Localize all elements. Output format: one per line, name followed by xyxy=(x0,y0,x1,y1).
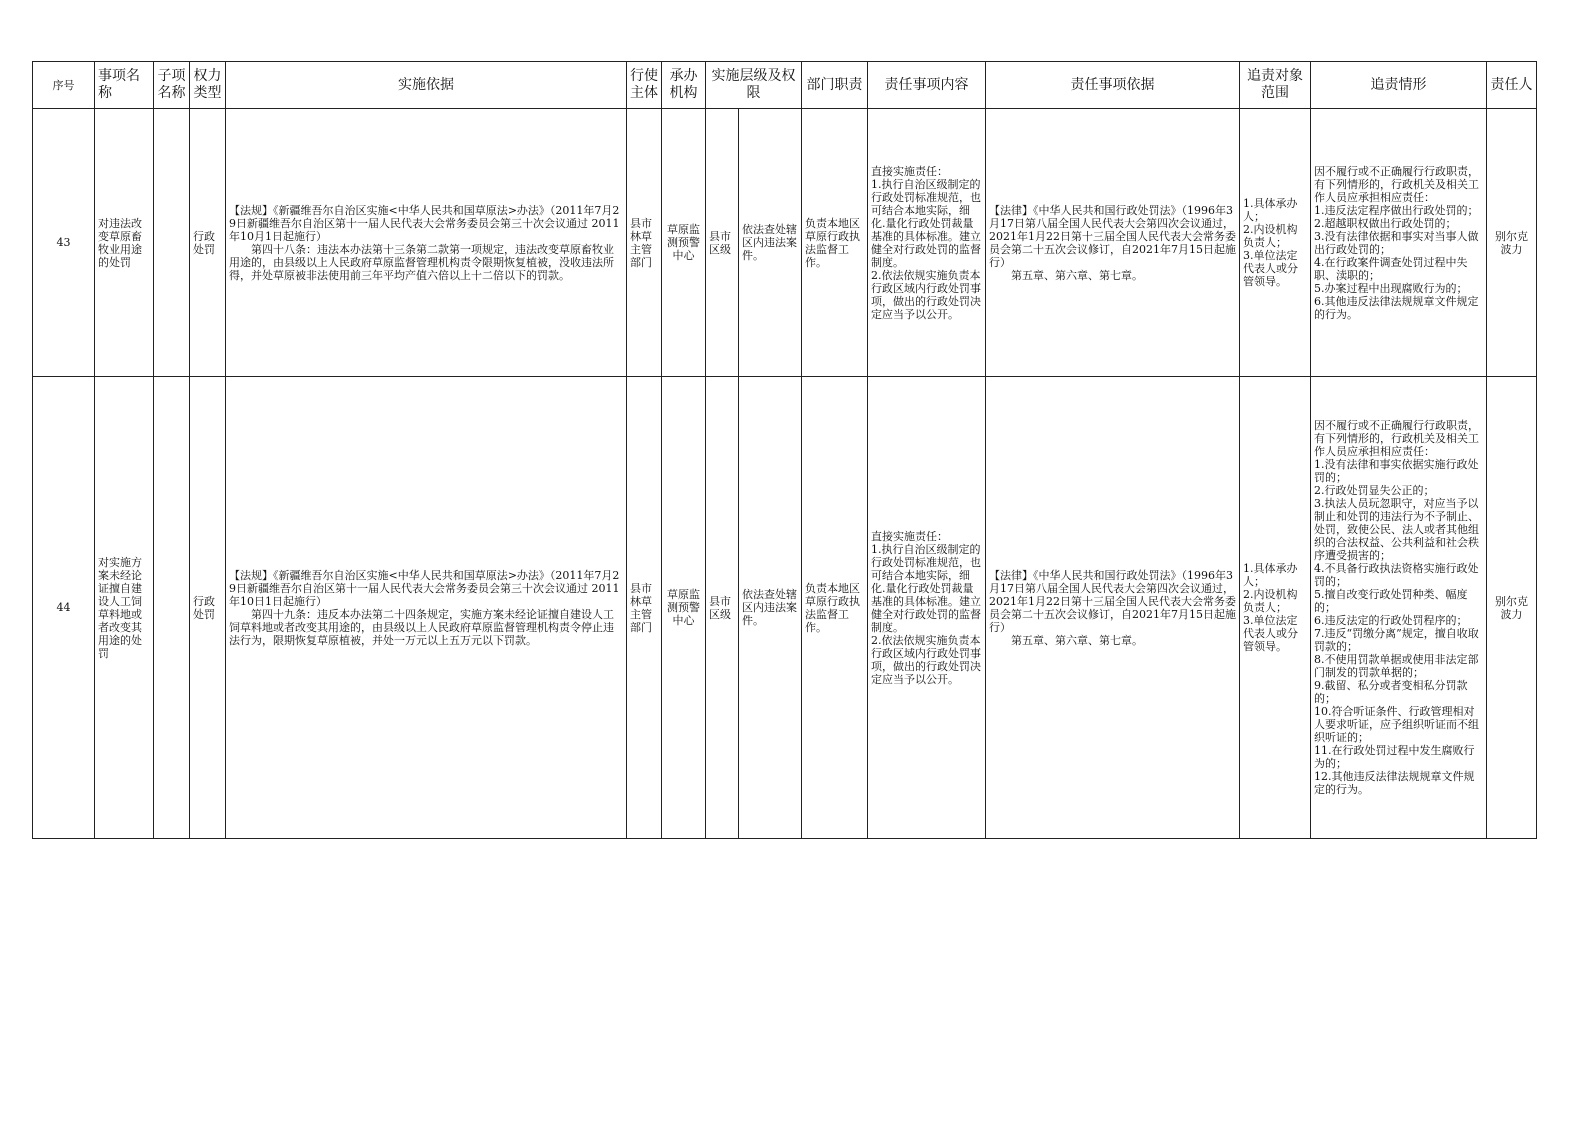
cell-accountable-cases: 因不履行或不正确履行行政职责，有下列情形的，行政机关及相关工作人员应承担相应责任： 1.违反法定程序做出行政处罚的； 2.超越职权做出行政处罚的； 3.没有法律依据和事实对当事人做出行政处罚的； 4.在行政案件调查处罚过程中失职、渎职的； 5.办案过程中出现腐败行为的； 6.其他违反法律法规规章文件规定的行为。 xyxy=(1311,109,1487,377)
cell-subject: 县市林草主管部门 xyxy=(627,377,662,839)
power-list-table xyxy=(32,61,1537,839)
header-seq: 序号 xyxy=(33,62,95,109)
cell-accountable-cases: 因不履行或不正确履行行政职责，有下列情形的，行政机关及相关工作人员应承担相应责任： 1.没有法律和事实依据实施行政处罚的； 2.行政处罚显失公正的； 3.执法人员玩忽职守，对应当予以制止和处罚的违法行为不予制止、处罚，致使公民、法人或者其他组织的合法权益、公共利益和社会秩序遭受损害的； 4.不具备行政执法资格实施行政处罚的； 5.擅自改变行政处罚种类、幅度的； 6.违反法定的行政处罚程序的； 7.违反“罚缴分离”规定，擅自收取罚款的； 8.不使用罚款单据或使用非法定部门制发的罚款单据的； 9.截留、私分或者变相私分罚款的； 10.符合听证条件、行政管理相对人要求听证，应予组织听证而不组织听证的； 11.在行政处罚过程中发生腐败行为的； 12.其他违反法律法规规章文件规定的行为。 xyxy=(1311,377,1487,839)
cell-item-name: 对违法改变草原畜牧业用途的处罚 xyxy=(95,109,154,377)
header-item-name: 事项名称 xyxy=(95,62,154,109)
header-accountable-scope: 追责对象范围 xyxy=(1240,62,1311,109)
cell-seq: 43 xyxy=(33,109,95,377)
cell-sub-item xyxy=(154,377,190,839)
cell-authority: 依法查处辖区内违法案件。 xyxy=(739,109,802,377)
cell-subject: 县市林草主管部门 xyxy=(627,109,662,377)
table-row xyxy=(33,109,1537,377)
cell-sub-item xyxy=(154,109,190,377)
header-sub-item: 子项名称 xyxy=(154,62,190,109)
header-subject: 行使主体 xyxy=(627,62,662,109)
cell-person: 别尔克波力 xyxy=(1487,109,1537,377)
cell-duty: 负责本地区草原行政执法监督工作。 xyxy=(802,109,868,377)
cell-org: 草原监测预警中心 xyxy=(662,109,706,377)
header-basis: 实施依据 xyxy=(226,62,627,109)
cell-level: 县市区级 xyxy=(706,109,739,377)
cell-resp-basis: 【法律】《中华人民共和国行政处罚法》（1996年3月17日第八届全国人民代表大会第四次会议通过，2021年1月22日第十三届全国人民代表大会常务委员会第二十五次会议修订，自2021年7月15日起施行） 第五章、第六章、第七章。 xyxy=(986,377,1240,839)
cell-accountable-scope: 1.具体承办人； 2.内设机构负责人； 3.单位法定代表人或分管领导。 xyxy=(1240,377,1311,839)
header-resp-content: 责任事项内容 xyxy=(868,62,986,109)
cell-resp-content: 直接实施责任： 1.执行自治区级制定的行政处罚标准规范，也可结合本地实际，细化.量化行政处罚裁量基准的具体标准。建立健全对行政处罚的监督制度。 2.依法依规实施负责本行政区域内行政处罚事项，做出的行政处罚决定应当予以公开。 xyxy=(868,377,986,839)
cell-power-type: 行政处罚 xyxy=(190,377,226,839)
cell-seq: 44 xyxy=(33,377,95,839)
cell-duty: 负责本地区草原行政执法监督工作。 xyxy=(802,377,868,839)
header-org: 承办机构 xyxy=(662,62,706,109)
cell-accountable-scope: 1.具体承办人； 2.内设机构负责人； 3.单位法定代表人或分管领导。 xyxy=(1240,109,1311,377)
cell-authority: 依法查处辖区内违法案件。 xyxy=(739,377,802,839)
cell-person: 别尔克波力 xyxy=(1487,377,1537,839)
cell-power-type: 行政处罚 xyxy=(190,109,226,377)
header-power-type: 权力类型 xyxy=(190,62,226,109)
header-resp-basis: 责任事项依据 xyxy=(986,62,1240,109)
cell-level: 县市区级 xyxy=(706,377,739,839)
header-accountable-cases: 追责情形 xyxy=(1311,62,1487,109)
cell-resp-basis: 【法律】《中华人民共和国行政处罚法》（1996年3月17日第八届全国人民代表大会第四次会议通过，2021年1月22日第十三届全国人民代表大会常务委员会第二十五次会议修订，自2021年7月15日起施行） 第五章、第六章、第七章。 xyxy=(986,109,1240,377)
cell-org: 草原监测预警中心 xyxy=(662,377,706,839)
table-row xyxy=(33,377,1537,839)
cell-basis: 【法规】《新疆维吾尔自治区实施<中华人民共和国草原法>办法》（2011年7月29日新疆维吾尔自治区第十一届人民代表大会常务委员会第三十次会议通过 2011年10月1日起施行） 第四十八条：违法本办法第十三条第二款第一项规定，违法改变草原畜牧业用途的，由县级以上人民政府草原监督管理机构责令限期恢复植被，没收违法所得，并处草原被非法使用前三年平均产值六倍以上十二倍以下的罚款。 xyxy=(226,109,627,377)
header-person: 责任人 xyxy=(1487,62,1537,109)
cell-resp-content: 直接实施责任： 1.执行自治区级制定的行政处罚标准规范，也可结合本地实际，细化.量化行政处罚裁量基准的具体标准。建立健全对行政处罚的监督制度。 2.依法依规实施负责本行政区域内行政处罚事项，做出的行政处罚决定应当予以公开。 xyxy=(868,109,986,377)
header-duty: 部门职责 xyxy=(802,62,868,109)
cell-basis: 【法规】《新疆维吾尔自治区实施<中华人民共和国草原法>办法》（2011年7月29日新疆维吾尔自治区第十一届人民代表大会常务委员会第三十次会议通过 2011年10日1日起施行） 第四十九条：违反本办法第二十四条规定，实施方案未经论证擅自建设人工饲草料地或者改变其用途的，由县级以上人民政府草原监督管理机构责令停止违法行为，限期恢复草原植被，并处一万元以上五万元以下罚款。 xyxy=(226,377,627,839)
cell-item-name: 对实施方案未经论证擅自建设人工饲草料地或者改变其用途的处罚 xyxy=(95,377,154,839)
header-level: 实施层级及权限 xyxy=(706,62,802,109)
header-row xyxy=(33,62,1537,109)
